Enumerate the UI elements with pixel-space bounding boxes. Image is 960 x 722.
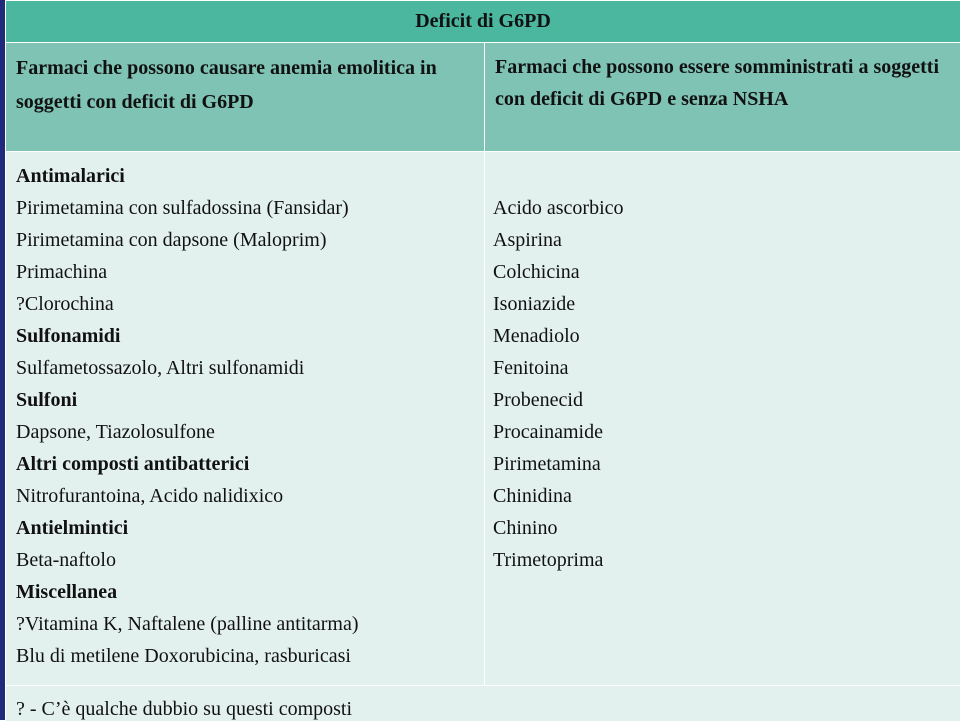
list-item: ?Clorochina: [16, 288, 474, 320]
table-footnote-row: [6, 686, 960, 722]
table-body-row: [6, 152, 960, 686]
list-item: Chinino: [493, 512, 950, 544]
list-item: Colchicina: [493, 256, 950, 288]
list-item: Trimetoprima: [493, 544, 950, 576]
list-item: Isoniazide: [493, 288, 950, 320]
list-item: Chinidina: [493, 480, 950, 512]
list-item: Dapsone, Tiazolosulfone: [16, 416, 474, 448]
table-title: Deficit di G6PD: [6, 1, 960, 43]
list-item: Sulfametossazolo, Altri sulfonamidi: [16, 352, 474, 384]
safe-drugs-list: [485, 152, 960, 686]
header-safe-drugs: Farmaci che possono essere somministrati a soggetti con deficit di G6PD e senza NSHA: [485, 43, 960, 152]
table-header-row: [6, 43, 960, 152]
list-item: Pirimetamina con dapsone (Maloprim): [16, 224, 474, 256]
list-item: ?Vitamina K, Naftalene (palline antitarma): [16, 608, 474, 640]
list-item: Pirimetamina con sulfadossina (Fansidar): [16, 192, 474, 224]
list-item: Altri composti antibatterici: [16, 448, 474, 480]
list-item: Nitrofurantoina, Acido nalidixico: [16, 480, 474, 512]
list-item: Pirimetamina: [493, 448, 950, 480]
list-item: Acido ascorbico: [493, 192, 950, 224]
list-item: Fenitoina: [493, 352, 950, 384]
list-item: Sulfoni: [16, 384, 474, 416]
list-item: Blu di metilene Doxorubicina, rasburicasi: [16, 640, 474, 672]
footnote: ? - C’è qualche dubbio su questi composti: [6, 686, 960, 722]
header-hemolytic-drugs: Farmaci che possono causare anemia emolitica in soggetti con deficit di G6PD: [6, 43, 485, 152]
g6pd-drug-table: [5, 0, 960, 722]
list-item: Probenecid: [493, 384, 950, 416]
list-item: Miscellanea: [16, 576, 474, 608]
list-item: Sulfonamidi: [16, 320, 474, 352]
list-item: Menadiolo: [493, 320, 950, 352]
list-item: Aspirina: [493, 224, 950, 256]
table-title-row: [6, 1, 960, 43]
hemolytic-drugs-list: [6, 152, 485, 686]
list-item: Antielmintici: [16, 512, 474, 544]
list-item: Primachina: [16, 256, 474, 288]
list-item: Procainamide: [493, 416, 950, 448]
list-item: Antimalarici: [16, 160, 474, 192]
list-item: Beta-naftolo: [16, 544, 474, 576]
